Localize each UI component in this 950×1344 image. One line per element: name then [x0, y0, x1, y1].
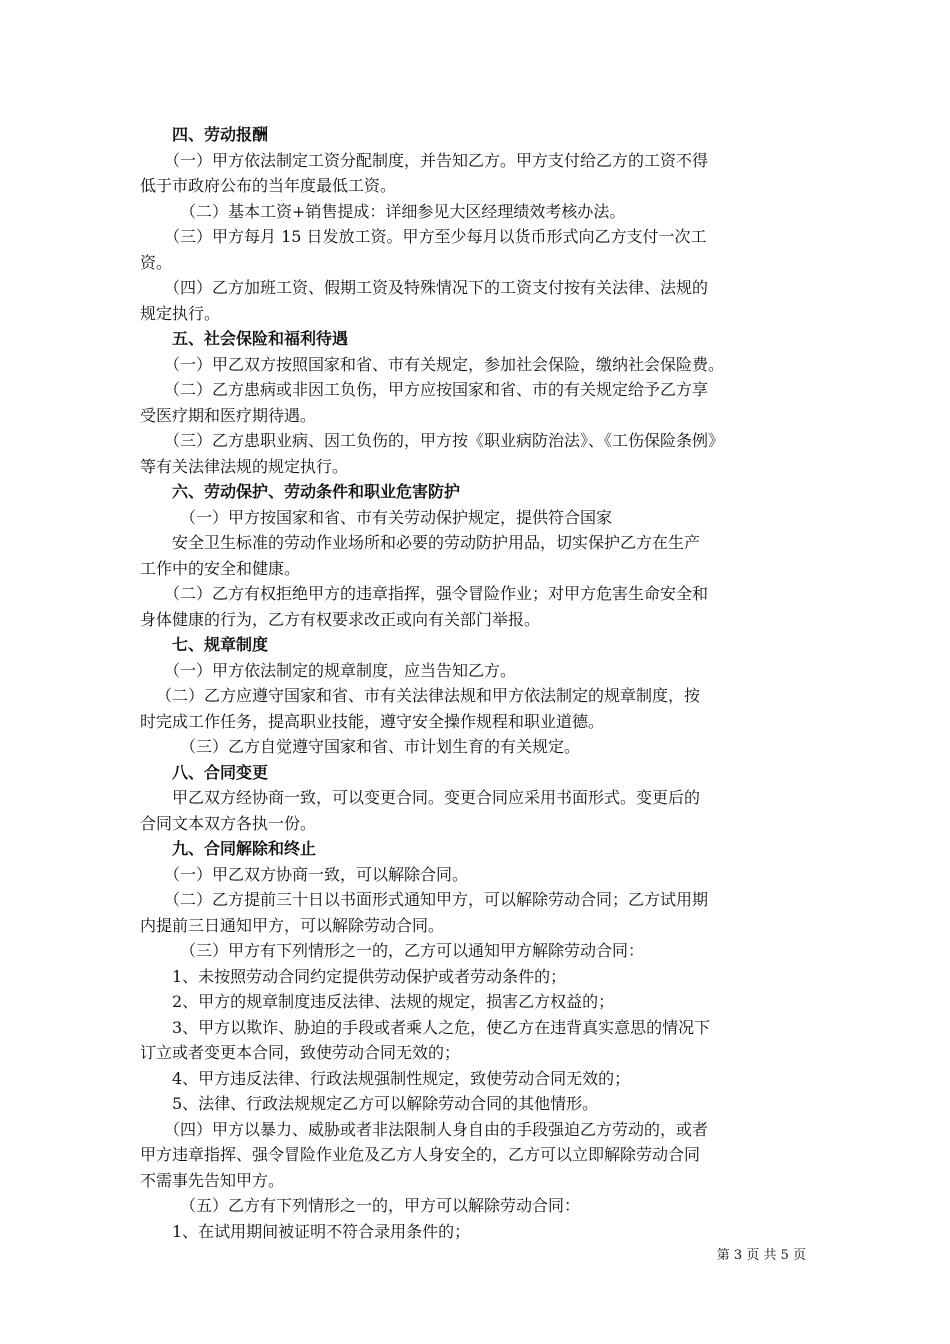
paragraph-line: 1、在试用期间被证明不符合录用条件的； — [172, 1221, 471, 1241]
document-body — [140, 122, 808, 1244]
paragraph-line: （一）甲方依法制定工资分配制度，并告知乙方。甲方支付给乙方的工资不得 — [164, 150, 709, 170]
section-heading: 七、规章制度 — [172, 635, 269, 654]
paragraph-line: 4、甲方违反法律、行政法规强制性规定，致使劳动合同无效的； — [172, 1068, 631, 1088]
section-heading: 六、劳动保护、劳动条件和职业危害防护 — [172, 482, 461, 501]
page-number: 第 3 页 共 5 页 — [716, 1248, 806, 1263]
paragraph-line: 规定执行。 — [140, 303, 221, 323]
paragraph-line: 甲乙双方经协商一致，可以变更合同。变更合同应采用书面形式。变更后的 — [172, 788, 701, 807]
paragraph-line: 低于市政府公布的当年度最低工资。 — [140, 176, 397, 195]
section-heading: 九、合同解除和终止 — [172, 839, 317, 858]
paragraph-line: 工作中的安全和健康。 — [140, 558, 301, 578]
paragraph-line: 1、未按照劳动合同约定提供劳动保护或者劳动条件的； — [172, 966, 567, 986]
paragraph-line: （二）乙方提前三十日以书面形式通知甲方，可以解除劳动合同；乙方试用期 — [164, 890, 709, 909]
paragraph-line: 内提前三日通知甲方，可以解除劳动合同。 — [140, 915, 445, 935]
paragraph-line: 受医疗期和医疗期待遇。 — [140, 405, 317, 425]
paragraph-line: 甲方违章指挥、强令冒险作业危及乙方人身安全的，乙方可以立即解除劳动合同 — [140, 1145, 701, 1164]
paragraph-line: （一）甲方依法制定的规章制度，应当告知乙方。 — [164, 660, 517, 680]
paragraph-line: （三）甲方有下列情形之一的，乙方可以通知甲方解除劳动合同： — [180, 941, 645, 960]
paragraph-line: （二）乙方应遵守国家和省、市有关法律法规和甲方依法制定的规章制度，按 — [156, 686, 701, 705]
paragraph-line: 2、甲方的规章制度违反法律、法规的规定，损害乙方权益的； — [172, 992, 615, 1011]
paragraph-line: （五）乙方有下列情形之一的，甲方可以解除劳动合同： — [180, 1196, 581, 1215]
paragraph-line: （三）乙方自觉遵守国家和省、市计划生育的有关规定。 — [180, 737, 581, 756]
paragraph-line: （四）甲方以暴力、威胁或者非法限制人身自由的手段强迫乙方劳动的，或者 — [164, 1119, 709, 1139]
section-heading: 五、社会保险和福利待遇 — [172, 329, 349, 348]
paragraph-line: 安全卫生标准的劳动作业场所和必要的劳动防护用品，切实保护乙方在生产 — [172, 533, 701, 552]
section-heading: 八、合同变更 — [172, 762, 269, 782]
paragraph-line: （一）甲方按国家和省、市有关劳动保护规定，提供符合国家 — [180, 507, 613, 527]
paragraph-line: 等有关法律法规的规定执行。 — [140, 456, 349, 476]
paragraph-line: （一）甲乙双方协商一致，可以解除合同。 — [164, 864, 469, 884]
paragraph-line: 5、法律、行政法规规定乙方可以解除劳动合同的其他情形。 — [172, 1094, 599, 1113]
paragraph-line: （四）乙方加班工资、假期工资及特殊情况下的工资支付按有关法律、法规的 — [164, 278, 709, 297]
paragraph-line: 不需事先告知甲方。 — [140, 1170, 285, 1190]
paragraph-line: （三）甲方每月 15 日发放工资。甲方至少每月以货币形式向乙方支付一次工 — [164, 227, 707, 246]
paragraph-line: 订立或者变更本合同，致使劳动合同无效的； — [140, 1043, 461, 1062]
paragraph-line: 身体健康的行为，乙方有权要求改正或向有关部门举报。 — [140, 609, 541, 629]
section-heading: 四、劳动报酬 — [172, 125, 269, 144]
paragraph-line: 时完成工作任务，提高职业技能，遵守安全操作规程和职业道德。 — [140, 711, 605, 731]
paragraph-line: （二）乙方患病或非因工负伤，甲方应按国家和省、市的有关规定给予乙方享 — [164, 380, 709, 399]
paragraph-line: （三）乙方患职业病、因工负伤的，甲方按《职业病防治法》、《工伤保险条例》 — [164, 431, 725, 450]
paragraph-line: （一）甲乙双方按照国家和省、市有关规定，参加社会保险，缴纳社会保险费。 — [164, 354, 725, 374]
paragraph-line: 资。 — [140, 252, 173, 272]
paragraph-line: 3、甲方以欺诈、胁迫的手段或者乘人之危，使乙方在违背真实意思的情况下 — [172, 1017, 711, 1037]
paragraph-line: 合同文本双方各执一份。 — [140, 813, 317, 833]
paragraph-line: （二）基本工资+销售提成：详细参见大区经理绩效考核办法。 — [180, 201, 626, 221]
paragraph-line: （二）乙方有权拒绝甲方的违章指挥，强令冒险作业；对甲方危害生命安全和 — [164, 584, 709, 603]
